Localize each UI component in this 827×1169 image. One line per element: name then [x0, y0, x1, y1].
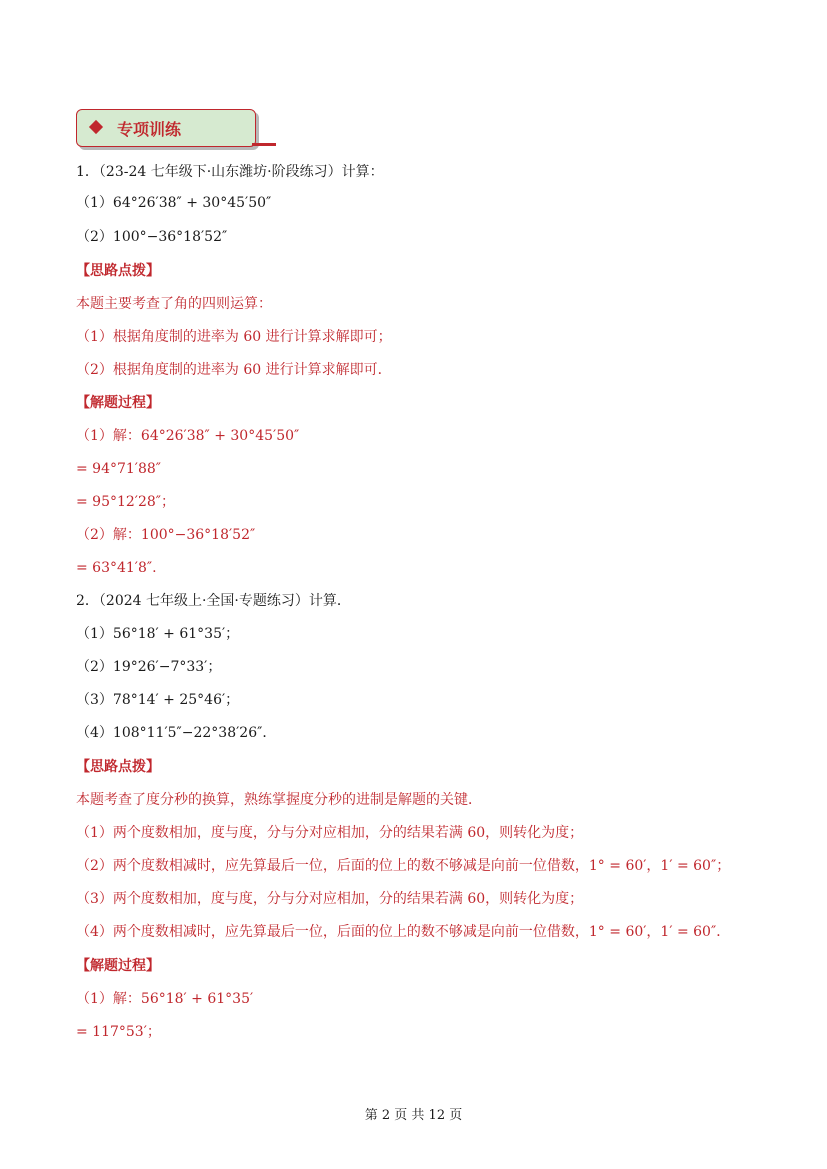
- hint-heading: 【思路点拨】: [76, 759, 160, 775]
- question-2-part-2: （2）19°26′−7°33′；: [76, 659, 222, 675]
- solution-line: = 63°41′8″.: [76, 560, 157, 576]
- hint-line: （2）根据角度制的进率为 60 进行计算求解即可．: [76, 362, 392, 378]
- hint-line: （4）两个度数相减时，应先算最后一位，后面的位上的数不够减是向前一位借数，1° = 60′，1′ = 60″．: [76, 924, 731, 940]
- solution-line: = 95°12′28″；: [76, 494, 176, 510]
- hint-line: （1）两个度数相加，度与度，分与分对应相加，分的结果若满 60，则转化为度；: [76, 825, 584, 841]
- solution-line: （1）解：64°26′38″ + 30°45′50″: [76, 428, 300, 444]
- hint-line: （3）两个度数相加，度与度，分与分对应相加，分的结果若满 60，则转化为度；: [76, 891, 584, 907]
- question-1-stem: 1．（23-24 七年级下·山东潍坊·阶段练习）计算：: [76, 164, 384, 180]
- question-1-part-2: （2）100°−36°18′52″: [76, 229, 228, 245]
- hint-heading: 【思路点拨】: [76, 263, 160, 279]
- section-heading: [76, 109, 256, 147]
- hint-intro: 本题考查了度分秒的换算，熟练掌握度分秒的进制是解题的关键．: [76, 792, 482, 808]
- page-footer: 第 2 页 共 12 页: [364, 1108, 463, 1123]
- solution-heading: 【解题过程】: [76, 395, 160, 411]
- question-2-part-3: （3）78°14′ + 25°46′；: [76, 692, 240, 708]
- hint-intro: 本题主要考查了角的四则运算：: [76, 296, 272, 312]
- solution-line: = 117°53′；: [76, 1024, 161, 1040]
- solution-line: = 94°71′88″: [76, 461, 162, 477]
- question-2-stem: 2．（2024 七年级上·全国·专题练习）计算．: [76, 593, 351, 609]
- solution-line: （2）解：100°−36°18′52″: [76, 527, 256, 543]
- question-1-part-1: （1）64°26′38″ + 30°45′50″: [76, 195, 272, 211]
- question-2-part-4: （4）108°11′5″−22°38′26″．: [76, 725, 277, 741]
- hint-line: （2）两个度数相减时，应先算最后一位，后面的位上的数不够减是向前一位借数，1° = 60′，1′ = 60″；: [76, 858, 731, 874]
- question-2-part-1: （1）56°18′ + 61°35′；: [76, 626, 240, 642]
- solution-heading: 【解题过程】: [76, 958, 160, 974]
- heading-underline: [252, 143, 276, 146]
- solution-line: （1）解：56°18′ + 61°35′: [76, 991, 254, 1007]
- hint-line: （1）根据角度制的进率为 60 进行计算求解即可；: [76, 329, 392, 345]
- diamond-icon: [89, 120, 103, 134]
- section-title: 专项训练: [117, 120, 182, 139]
